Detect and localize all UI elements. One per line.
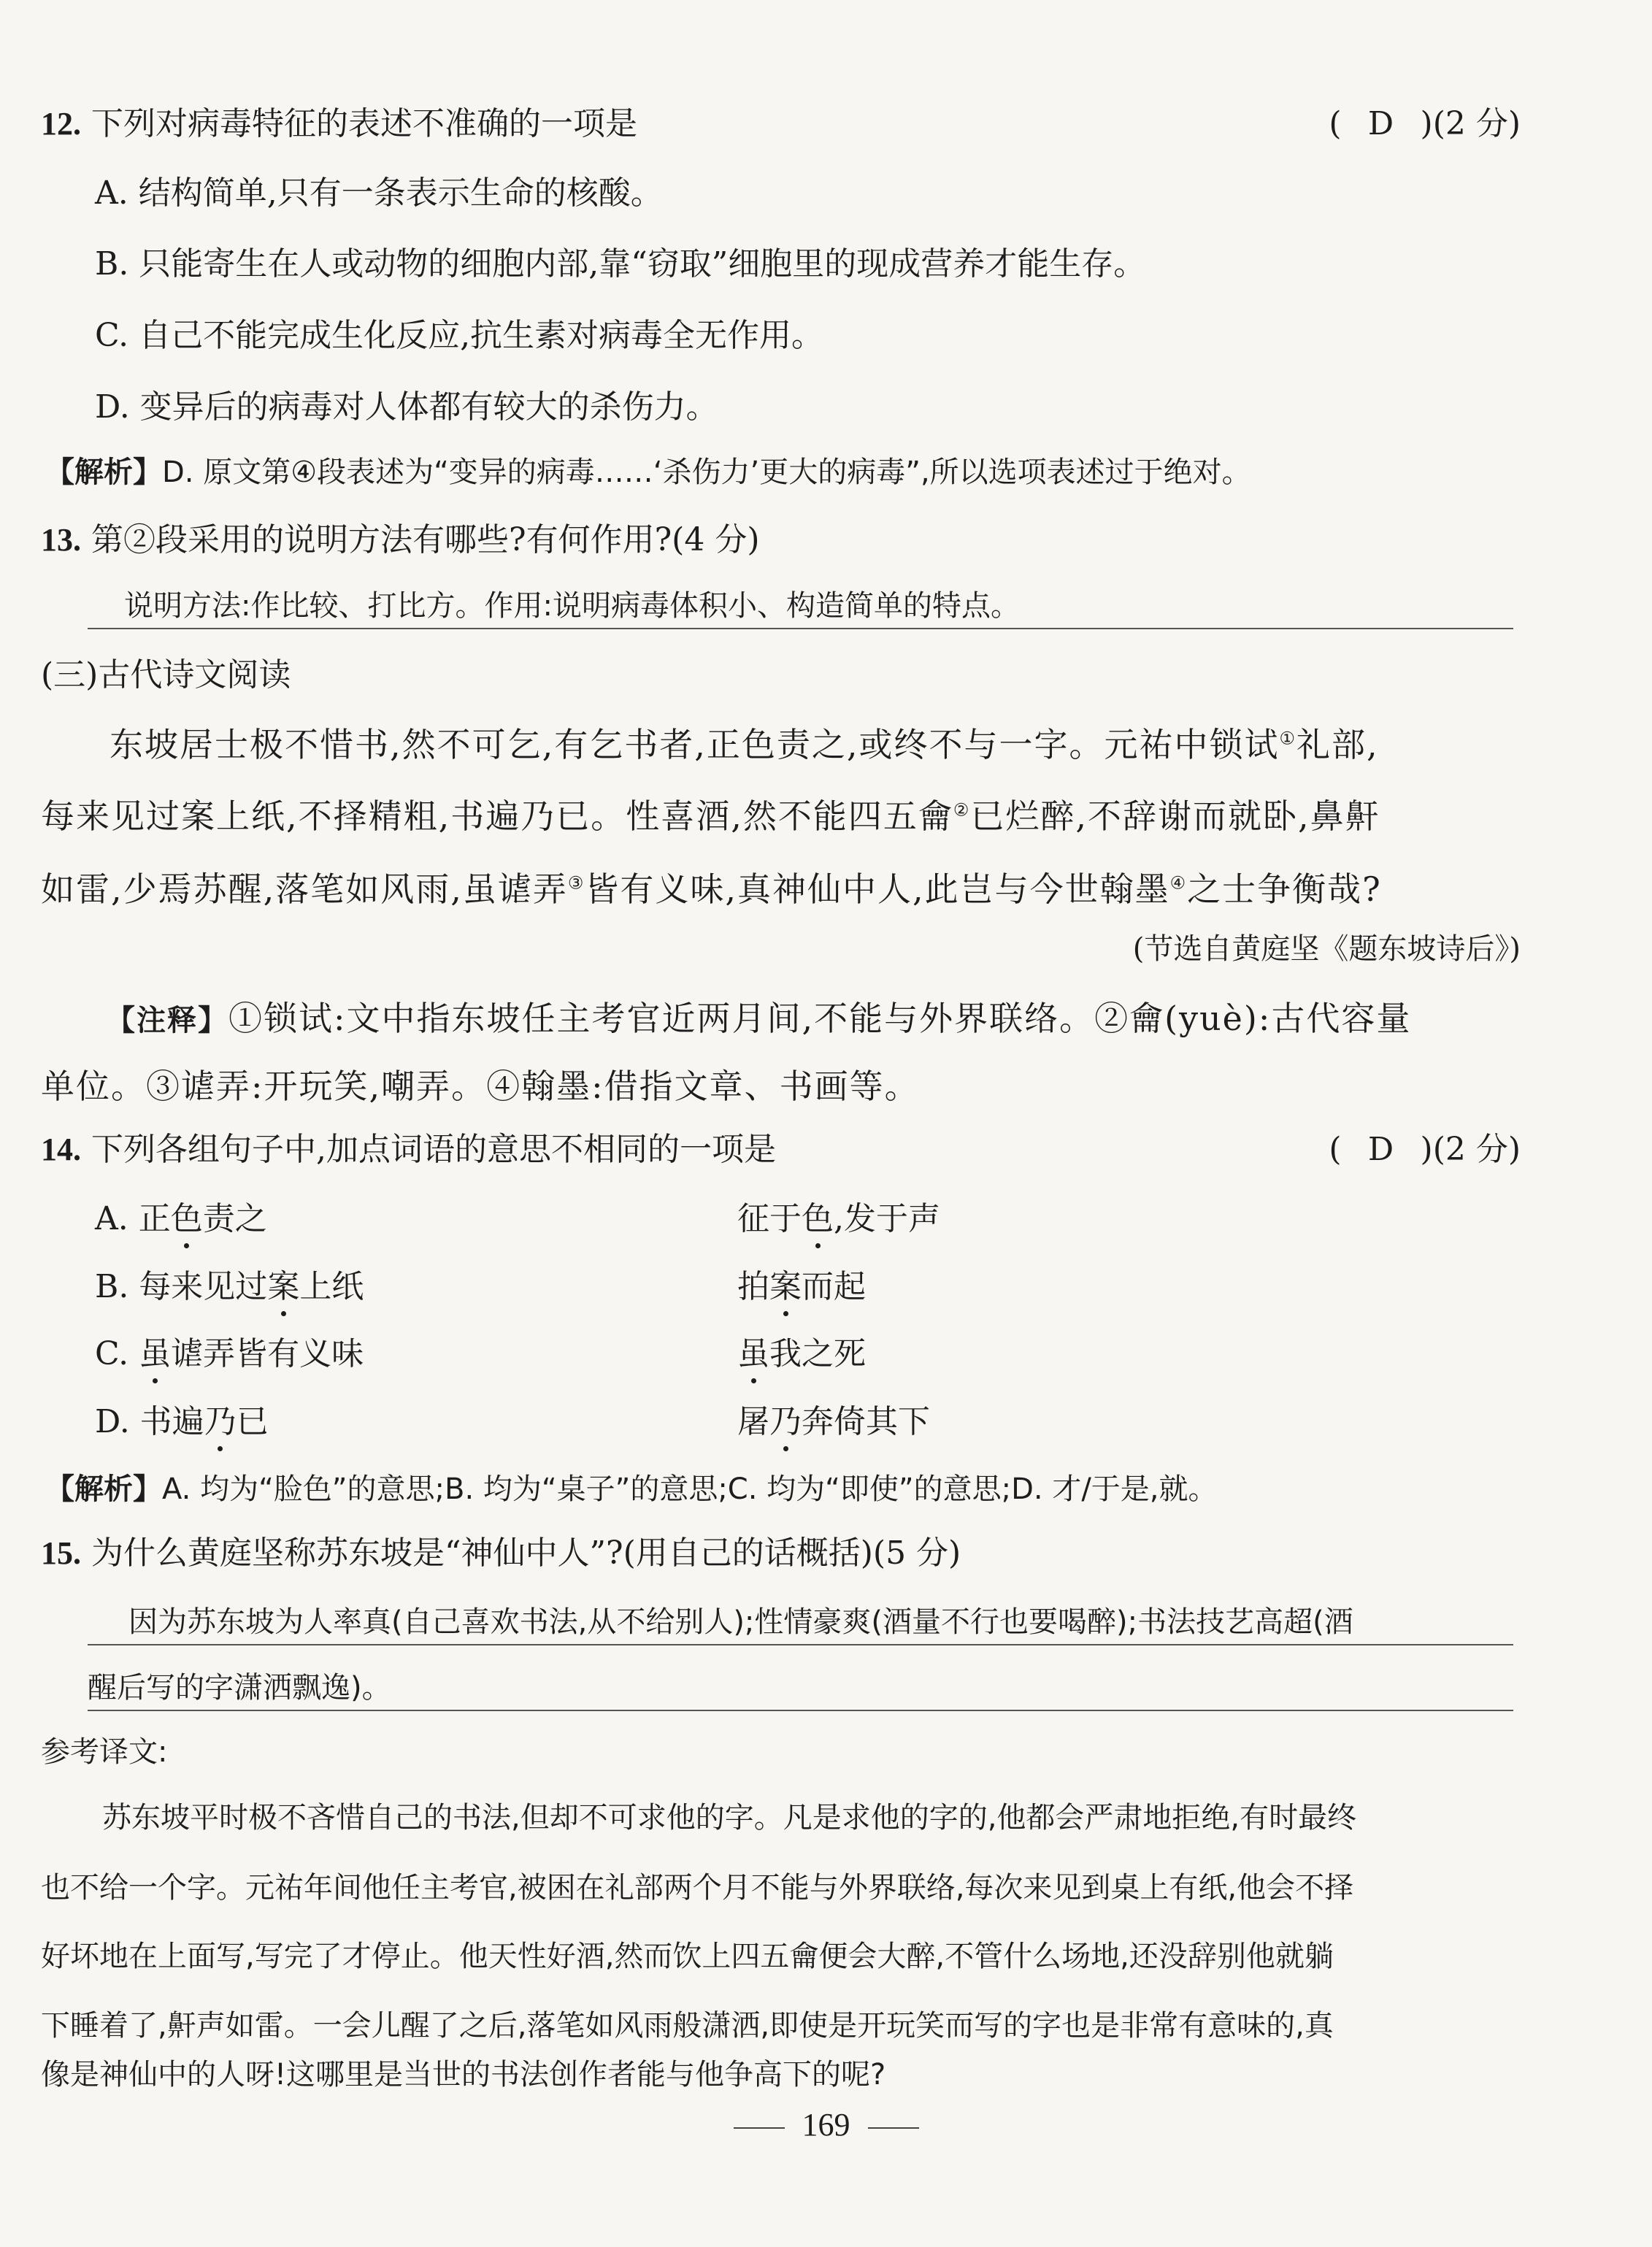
option-a: A. 结构简单,只有一条表示生命的核酸。 [95, 174, 663, 212]
answer-line-15-1: 因为苏东坡为人率真(自己喜欢书法,从不给别人);性情豪爽(酒量不行也要喝醉);书法技艺高超(酒 [88, 1600, 1513, 1645]
answer-letter: D [1367, 1131, 1394, 1168]
notes-line-2: 单位。③谑弄:开玩笑,嘲弄。④翰墨:借指文章、书画等。 [41, 1067, 920, 1106]
analysis-label: 【解析】 [45, 1472, 162, 1506]
option-b: B. 只能寄生在人或动物的细胞内部,靠“窃取”细胞里的现成营养才能生存。 [95, 245, 1146, 283]
dotted-word: 案 [769, 1265, 802, 1309]
option-d: D. 变异后的病毒对人体都有较大的杀伤力。 [95, 388, 718, 426]
answer-line-15-2: 醒后写的字潇洒飘逸)。 [88, 1666, 1513, 1711]
question-number: 13. [41, 522, 81, 558]
score: (2 分) [1432, 1131, 1521, 1168]
notes-label: 【注释】 [106, 1004, 228, 1037]
score: (2 分) [1432, 105, 1521, 142]
translation-line-1: 苏东坡平时极不吝惜自己的书法,但却不可求他的字。凡是求他的字的,他都会严肃地拒绝,有时最终 [102, 1801, 1357, 1835]
pair-c: C. 虽谑弄皆有义味 虽我之死 [95, 1332, 1521, 1376]
question-12 [41, 102, 1521, 146]
analysis-label: 【解析】 [45, 456, 162, 489]
dotted-word: 虽 [139, 1332, 171, 1376]
notes-line-1: 【注释】①锁试:文中指东坡任主考官近两月间,不能与外界联络。②龠(yuè):古代容量 [106, 999, 1412, 1038]
dotted-word: 乃 [204, 1400, 237, 1444]
question-15 [41, 1532, 1521, 1575]
answer-bracket: ( D )(2 分) [1329, 102, 1521, 146]
passage-source: (节选自黄庭坚《题东坡诗后》) [1132, 932, 1521, 966]
dotted-word: 乃 [769, 1400, 802, 1444]
dotted-word: 色 [171, 1197, 203, 1241]
dash-right [868, 2127, 919, 2129]
question-number: 15. [41, 1535, 81, 1571]
question-stem: 下列对病毒特征的表述不准确的一项是 [91, 105, 637, 142]
translation-label: 参考译文: [41, 1735, 168, 1769]
analysis-text: D. 原文第④段表述为“变异的病毒……‘杀伤力’更大的病毒”,所以选项表述过于绝对。 [162, 456, 1251, 489]
analysis-12 [45, 450, 1521, 494]
answer-bracket: ( D )(2 分) [1329, 1128, 1521, 1172]
translation-line-5: 像是神仙中的人呀!这哪里是当世的书法创作者能与他争高下的呢? [41, 2058, 886, 2092]
answer-letter: D [1367, 105, 1394, 142]
translation-line-2: 也不给一个字。元祐年间他任主考官,被困在礼部两个月不能与外界联络,每次来见到桌上有纸,他会不择 [41, 1871, 1354, 1905]
translation-line-3: 好坏地在上面写,写完了才停止。他天性好酒,然而饮上四五龠便会大醉,不管什么场地,还没辞别他就躺 [41, 1940, 1334, 1973]
question-stem: 第②段采用的说明方法有哪些?有何作用?(4 分) [91, 521, 760, 558]
question-number: 12. [41, 106, 81, 142]
question-number: 14. [41, 1132, 81, 1167]
dotted-word: 色 [802, 1197, 834, 1241]
question-stem: 下列各组句子中,加点词语的意思不相同的一项是 [91, 1131, 776, 1168]
pair-d: D. 书遍乃已 屠乃奔倚其下 [95, 1400, 1521, 1444]
passage-line-3: 如雷,少焉苏醒,落笔如风雨,虽谑弄③皆有义味,真神仙中人,此岂与今世翰墨④之士争衡哉? [41, 869, 1382, 909]
pair-a: A. 正色责之 征于色,发于声 [95, 1197, 1521, 1241]
pair-b: B. 每来见过案上纸 拍案而起 [95, 1265, 1521, 1309]
dash-left [734, 2127, 785, 2129]
dotted-word: 虽 [737, 1332, 769, 1376]
passage-line-2: 每来见过案上纸,不择精粗,书遍乃已。性喜酒,然不能四五龠②已烂醉,不辞谢而就卧,鼻鼾 [41, 796, 1380, 836]
translation-line-4: 下睡着了,鼾声如雷。一会儿醒了之后,落笔如风雨般潇洒,即使是开玩笑而写的字也是非常有意味的,真 [41, 2009, 1334, 2043]
question-13 [41, 518, 1521, 562]
section-heading: (三)古代诗文阅读 [41, 656, 291, 694]
option-c: C. 自己不能完成生化反应,抗生素对病毒全无作用。 [95, 317, 824, 354]
answer-line-13: 说明方法:作比较、打比方。作用:说明病毒体积小、构造简单的特点。 [88, 584, 1513, 629]
page-number: 169 [0, 2106, 1652, 2143]
passage-line-1: 东坡居士极不惜书,然不可乞,有乞书者,正色责之,或终不与一字。元祐中锁试①礼部, [110, 725, 1379, 764]
question-stem: 为什么黄庭坚称苏东坡是“神仙中人”?(用自己的话概括)(5 分) [91, 1535, 961, 1572]
analysis-14 [45, 1467, 1521, 1511]
dotted-word: 案 [267, 1265, 299, 1309]
question-14 [41, 1128, 1521, 1172]
analysis-text: A. 均为“脸色”的意思;B. 均为“桌子”的意思;C. 均为“即使”的意思;D. 才/于是,就。 [162, 1472, 1218, 1506]
